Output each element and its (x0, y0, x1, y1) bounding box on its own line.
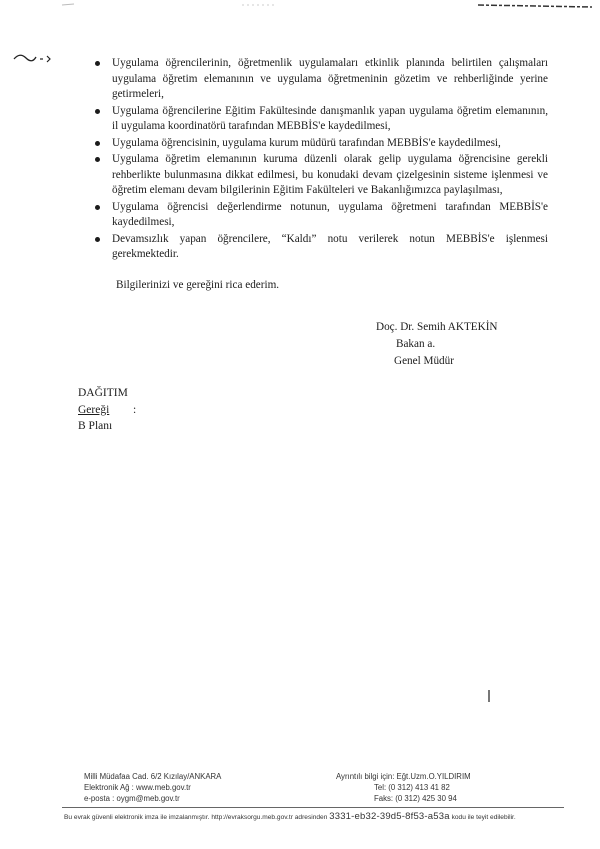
verification-prefix: Bu evrak güvenli elektronik imza ile imzalanmıştır. http://evraksorgu.meb.gov.tr adresinden (64, 814, 328, 821)
footer-fax: Faks: (0 312) 425 30 94 (374, 794, 457, 803)
footer-web: Elektronik Ağ : www.meb.gov.tr (84, 783, 191, 792)
bullet-icon (95, 109, 100, 114)
verification-note (64, 811, 516, 822)
distribution-gereg-row (78, 402, 136, 419)
distribution-gereg-label: Gereği (78, 403, 110, 416)
list-item-text: Uygulama öğretim elemanının kuruma düzenli olarak gelip uygulama öğrencisine gerekli rehberlikte bulunmasına dikkat edilmesi, bu konudaki devam çizelgesinin sisteme işlenmesi ve öğretim elemanı devam bilgilerinin Eğitim Fakülteleri ve Bakanlığımızca paylaşılması, (112, 153, 548, 196)
instruction-list (95, 56, 548, 264)
list-item-text: Uygulama öğrencilerine Eğitim Fakültesinde danışmanlık yapan uygulama öğretim elemanının, il uygulama koordinatörü tarafından MEBBİS'e kaydedilmesi, (112, 104, 548, 132)
distribution-separator: : (133, 403, 137, 416)
list-item-text: Uygulama öğrencilerinin, öğretmenlik uygulamaları etkinlik planında belirtilen çalışmaları uygulama öğretim elemanının ve uygulama öğretmeninin gözetim ve rehberliğinde yerine getirmeleri, (112, 57, 548, 100)
list-item (95, 200, 548, 231)
footer-tel: Tel: (0 312) 413 41 82 (374, 783, 450, 792)
footer-email: e-posta : oygm@meb.gov.tr (84, 794, 180, 803)
signature-block (376, 319, 498, 370)
bullet-icon (95, 205, 100, 210)
bullet-icon (95, 237, 100, 242)
footer-address (84, 771, 221, 804)
distribution-b-plan: B Planı (78, 420, 113, 432)
signatory-position: Genel Müdür (394, 355, 454, 367)
signatory-title: Bakan a. (396, 338, 436, 350)
list-item (95, 136, 548, 152)
signatory-name: Doç. Dr. Semih AKTEKİN (376, 321, 498, 333)
bullet-icon (95, 61, 100, 66)
list-item (95, 232, 548, 263)
margin-handwritten-mark (12, 50, 54, 67)
list-item (95, 104, 548, 135)
scan-tick-mark (488, 690, 490, 702)
verification-code: 3331-eb32-39d5-8f53-a53a (329, 811, 450, 822)
footer-address-line: Milli Müdafaa Cad. 6/2 Kızılay/ANKARA (84, 772, 222, 781)
footer-contact-person: Ayrıntılı bilgi için: Eğt.Uzm.O.YILDIRIM (336, 772, 471, 781)
list-item-text: Uygulama öğrencisinin, uygulama kurum müdürü tarafından MEBBİS'e kaydedilmesi, (112, 136, 501, 149)
verification-suffix: kodu ile teyit edilebilir. (451, 814, 516, 821)
bullet-icon (95, 157, 100, 162)
scan-artifacts (0, 0, 600, 14)
distribution-heading: DAĞITIM (78, 387, 128, 399)
handwriting-scribble (12, 50, 54, 64)
scan-noise-graphic (0, 0, 600, 14)
list-item (95, 152, 548, 199)
list-item-text: Uygulama öğrencisi değerlendirme notunun, uygulama öğretmeni tarafından MEBBİS'e kaydedilmesi, (112, 200, 548, 228)
distribution-block (78, 385, 136, 435)
list-item-text: Devamsızlık yapan öğrencilere, “Kaldı” notu verilerek notun MEBBİS'e işlenmesi gerekmektedir. (112, 232, 548, 260)
footer-contact (336, 771, 471, 804)
bullet-icon (95, 141, 100, 146)
footer-divider (62, 807, 564, 808)
closing-sentence: Bilgilerinizi ve gereğini rica ederim. (116, 279, 280, 291)
list-item (95, 56, 548, 103)
